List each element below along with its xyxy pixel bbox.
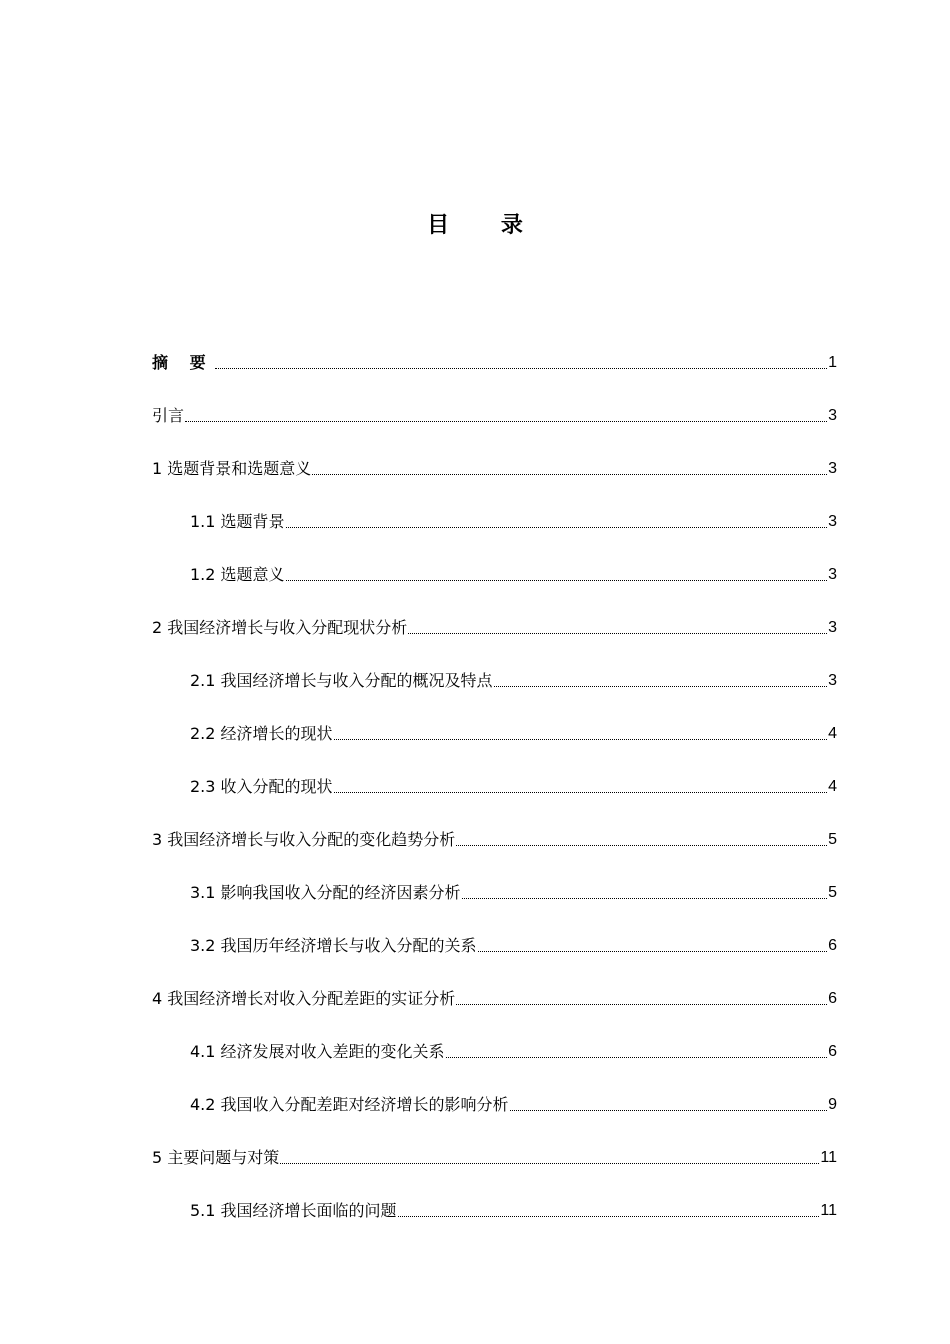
dot-leader [478,951,828,952]
toc-entry-label: 4.1 经济发展对收入差距的变化关系 [190,1042,445,1061]
toc-list [152,330,837,1231]
dot-leader [510,1110,828,1111]
toc-entry[interactable] [152,807,837,860]
dot-leader [456,1004,827,1005]
dot-leader [398,1216,820,1217]
toc-entry[interactable] [152,648,837,701]
dot-leader [286,527,828,528]
dot-leader [462,898,828,899]
dot-leader [456,845,827,846]
dot-leader [494,686,828,687]
toc-entry-page: 11 [820,1149,837,1166]
dot-leader [334,792,828,793]
toc-entry-page: 4 [828,725,837,742]
toc-entry-label: 2.3 收入分配的现状 [190,777,333,796]
toc-entry[interactable] [152,542,837,595]
toc-entry-label: 引言 [152,406,185,425]
toc-entry-page: 6 [828,1043,837,1060]
toc-entry[interactable] [152,595,837,648]
toc-title: 目 录 [427,212,545,238]
toc-entry-label: 3.2 我国历年经济增长与收入分配的关系 [190,936,477,955]
toc-entry-page: 11 [820,1202,837,1219]
toc-entry-label: 5.1 我国经济增长面临的问题 [190,1201,397,1220]
toc-entry[interactable] [152,860,837,913]
toc-entry[interactable] [152,1125,837,1178]
toc-entry-label: 摘 要 [152,353,214,372]
toc-entry[interactable] [152,436,837,489]
toc-entry-page: 3 [828,460,837,477]
toc-entry[interactable] [152,1072,837,1125]
toc-entry-page: 6 [828,990,837,1007]
toc-entry-label: 5 主要问题与对策 [152,1148,280,1167]
toc-entry-label: 1 选题背景和选题意义 [152,459,312,478]
toc-entry-label: 2.2 经济增长的现状 [190,724,333,743]
toc-entry-page: 3 [828,407,837,424]
toc-entry-page: 4 [828,778,837,795]
toc-entry-label: 4.2 我国收入分配差距对经济增长的影响分析 [190,1095,509,1114]
toc-entry-label: 3.1 影响我国收入分配的经济因素分析 [190,883,461,902]
toc-entry-page: 6 [828,937,837,954]
toc-entry[interactable] [152,383,837,436]
dot-leader [334,739,828,740]
toc-entry-page: 3 [828,672,837,689]
dot-leader [286,580,828,581]
toc-entry-page: 3 [828,513,837,530]
toc-entry-label: 1.2 选题意义 [190,565,285,584]
toc-entry-page: 3 [828,619,837,636]
toc-entry[interactable] [152,701,837,754]
toc-entry-page: 9 [828,1096,837,1113]
dot-leader [215,368,828,369]
toc-entry-page: 1 [828,354,837,371]
toc-entry[interactable] [152,1019,837,1072]
toc-entry[interactable] [152,489,837,542]
toc-entry-page: 5 [828,884,837,901]
toc-entry[interactable] [152,966,837,1019]
dot-leader [312,474,827,475]
toc-entry[interactable] [152,913,837,966]
toc-entry-label: 2.1 我国经济增长与收入分配的概况及特点 [190,671,493,690]
toc-entry[interactable] [152,754,837,807]
dot-leader [280,1163,819,1164]
toc-entry-label: 2 我国经济增长与收入分配现状分析 [152,618,408,637]
toc-entry[interactable] [152,330,837,383]
toc-entry[interactable] [152,1178,837,1231]
toc-entry-label: 1.1 选题背景 [190,512,285,531]
dot-leader [408,633,827,634]
toc-entry-page: 3 [828,566,837,583]
dot-leader [185,421,827,422]
toc-entry-label: 3 我国经济增长与收入分配的变化趋势分析 [152,830,456,849]
dot-leader [446,1057,828,1058]
toc-entry-label: 4 我国经济增长对收入分配差距的实证分析 [152,989,456,1008]
toc-entry-page: 5 [828,831,837,848]
